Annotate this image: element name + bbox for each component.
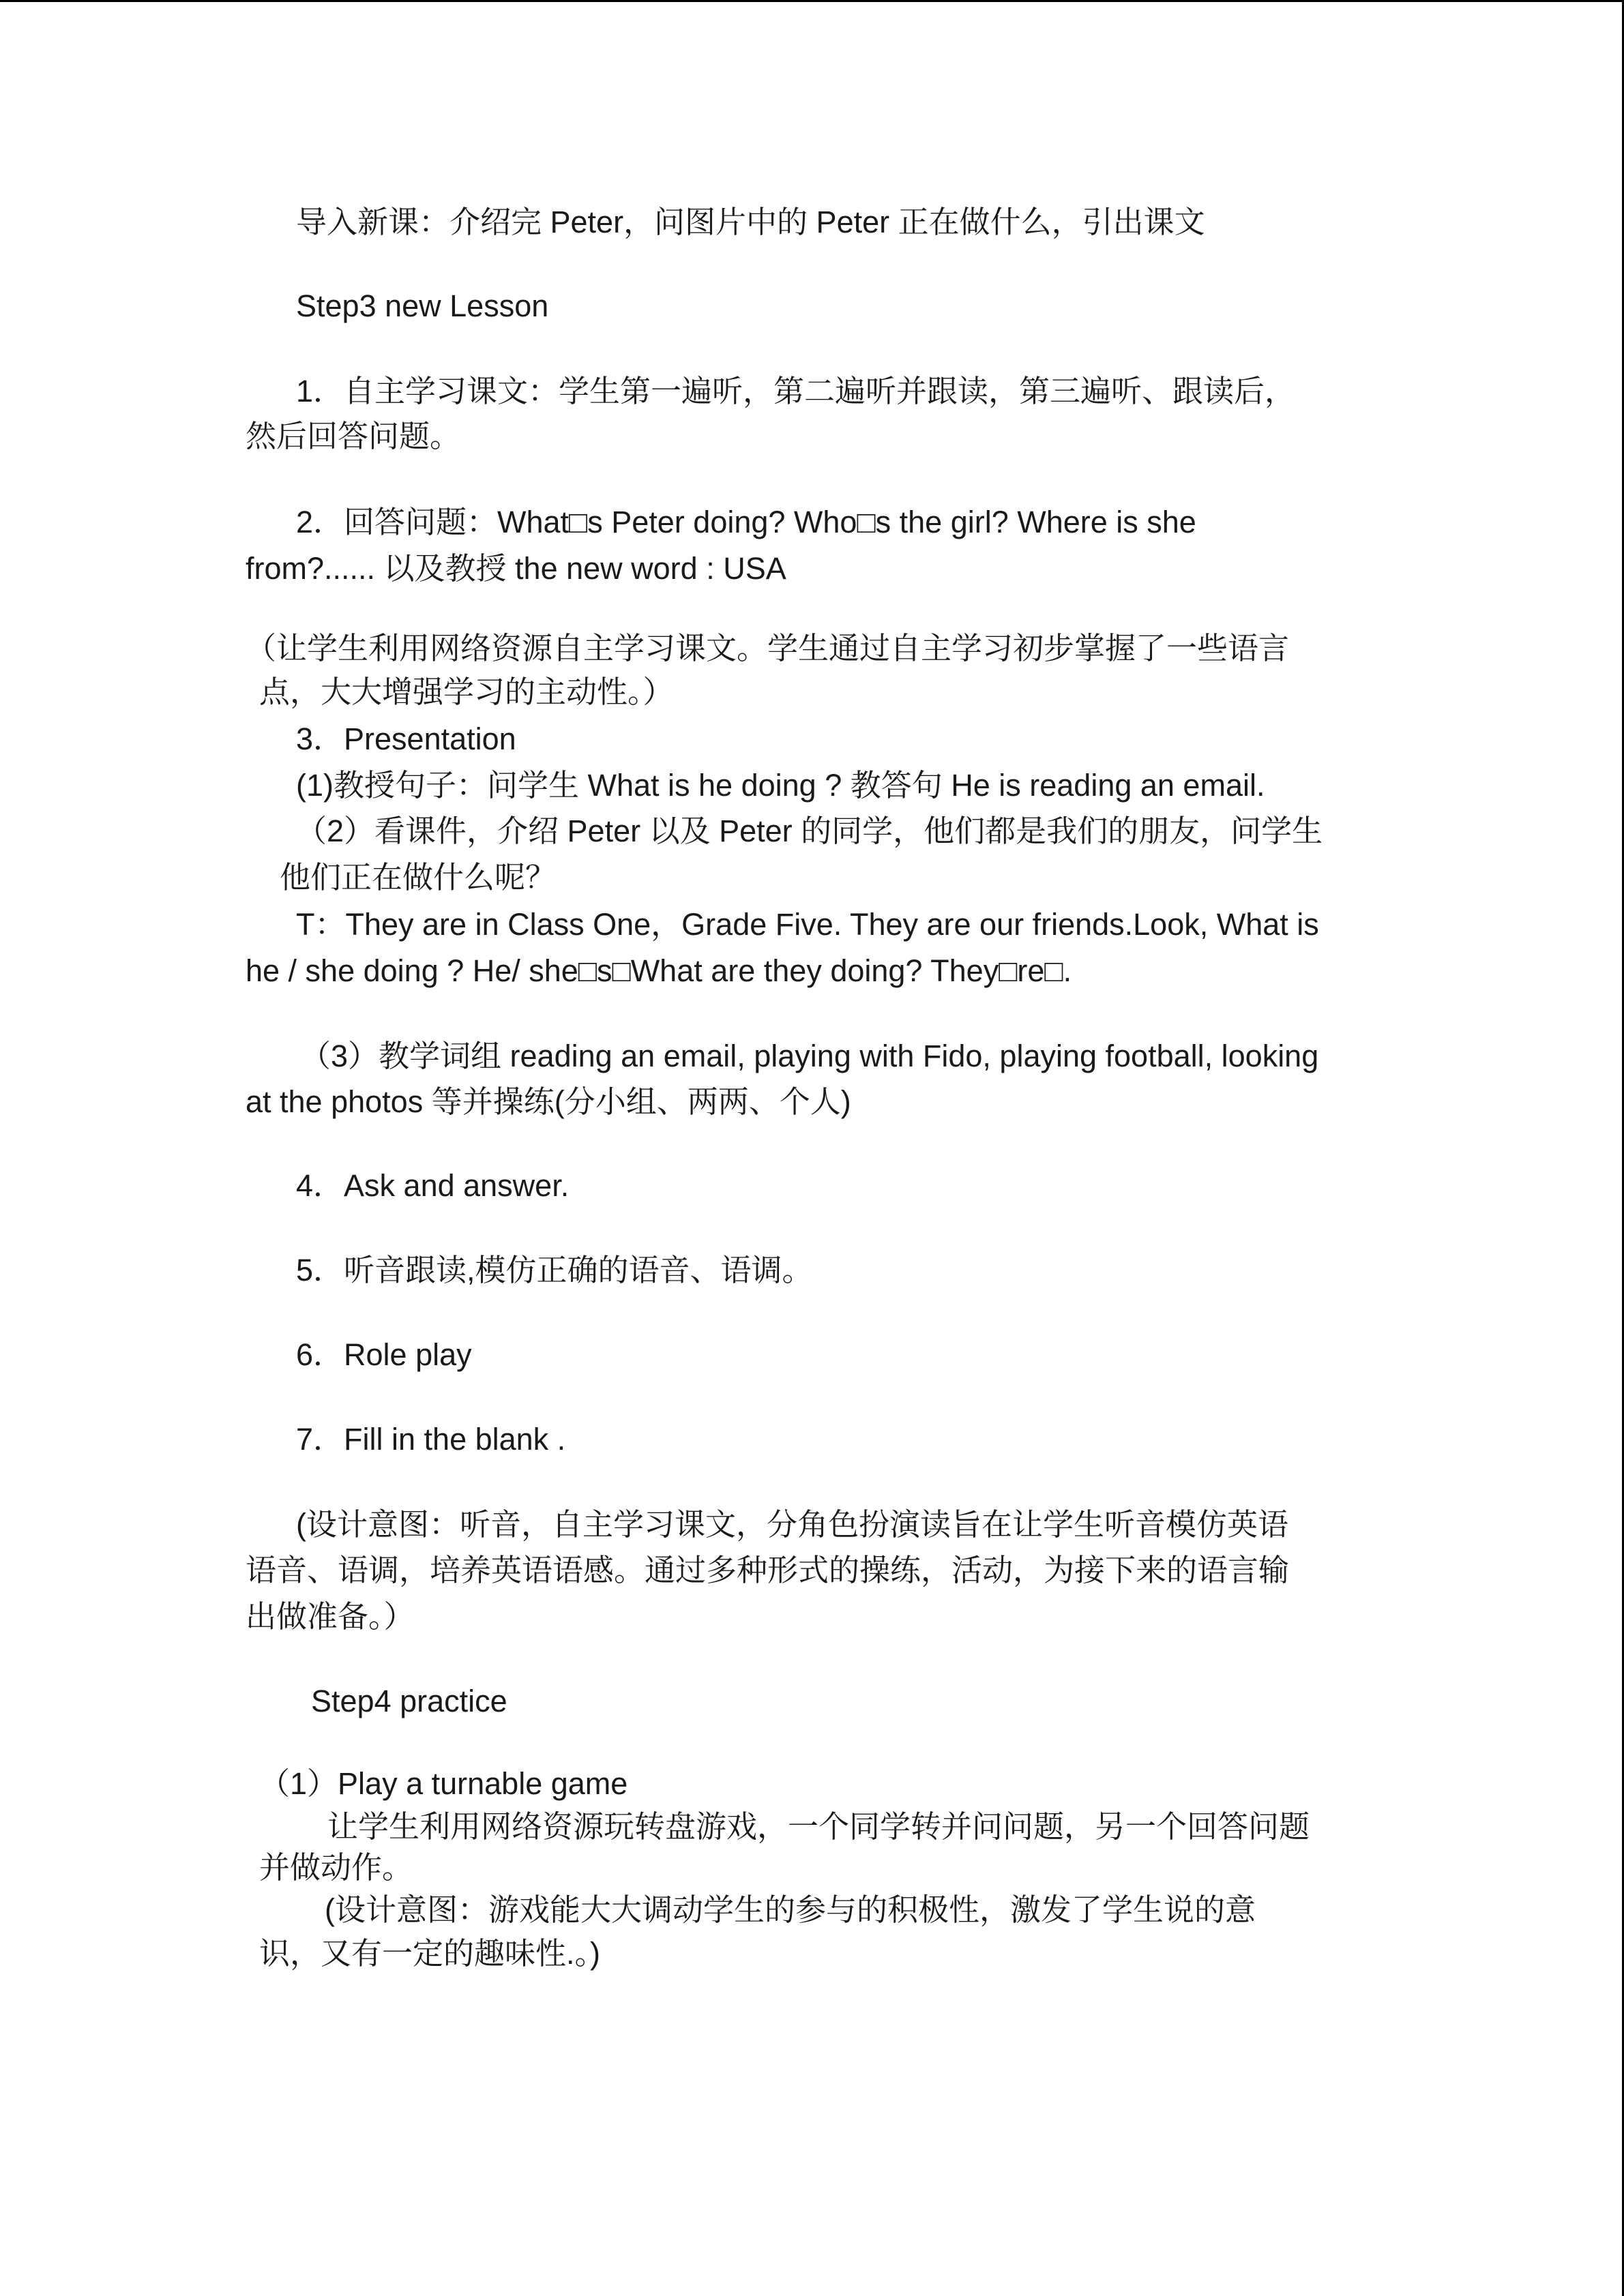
- page-top-border: [0, 0, 1624, 2]
- text-line: Step4 practice: [311, 1684, 507, 1718]
- text-line: 点，大大增强学习的主动性。）: [259, 674, 674, 709]
- text-line: 语音、语调，培养英语语感。通过多种形式的操练，活动，为接下来的语言输: [246, 1553, 1290, 1587]
- text-line: 然后回答问题。: [246, 419, 461, 453]
- text-line: 导入新课：介绍完 Peter，问图片中的 Peter 正在做什么，引出课文: [296, 205, 1205, 239]
- text-line: 让学生利用网络资源玩转盘游戏，一个同学转并问问题，另一个回答问题: [327, 1809, 1310, 1844]
- text-line: 3．Presentation: [296, 721, 516, 756]
- text-line: (1)教授句子：问学生 What is he doing ? 教答句 He is reading an email.: [296, 768, 1265, 803]
- text-line: he / she doing ? He/ she□s□What are they doing? They□re□.: [246, 953, 1072, 988]
- text-line: 出做准备。）: [246, 1599, 415, 1634]
- text-line: at the photos 等并操练(分小组、两两、个人): [246, 1084, 851, 1119]
- text-line: 识，又有一定的趣味性.。): [259, 1936, 600, 1971]
- text-line: (设计意图：游戏能大大调动学生的参与的积极性，激发了学生说的意: [325, 1892, 1256, 1927]
- text-line: 7．Fill in the blank .: [296, 1422, 566, 1457]
- text-line: 5．听音跟读,模仿正确的语音、语调。: [296, 1253, 813, 1287]
- text-line: (设计意图：听音，自主学习课文，分角色扮演读旨在让学生听音模仿英语: [296, 1507, 1288, 1542]
- text-line: （让学生利用网络资源自主学习课文。学生通过自主学习初步掌握了一些语言: [246, 631, 1290, 666]
- text-line: 1．自主学习课文：学生第一遍听，第二遍听并跟读，第三遍听、跟读后，: [296, 374, 1296, 408]
- text-line: （3）教学词组 reading an email, playing with Fido, playing football, looking: [300, 1039, 1319, 1073]
- text-line: 6．Role play: [296, 1337, 472, 1372]
- text-line: Step3 new Lesson: [296, 288, 549, 323]
- text-line: （2）看课件，介绍 Peter 以及 Peter 的同学，他们都是我们的朋友，问学生: [296, 814, 1323, 848]
- text-line: T：They are in Class One，Grade Five. They are our friends.Look, What is: [296, 907, 1319, 942]
- text-line: 他们正在做什么呢？: [280, 860, 557, 895]
- text-line: 并做动作。: [259, 1850, 413, 1885]
- text-line: （1）Play a turnable game: [259, 1766, 628, 1801]
- text-line: 4．Ask and answer.: [296, 1168, 570, 1203]
- text-line: 2．回答问题：What□s Peter doing? Who□s the girl? Where is she: [296, 505, 1196, 539]
- text-line: from?...... 以及教授 the new word : USA: [246, 551, 786, 586]
